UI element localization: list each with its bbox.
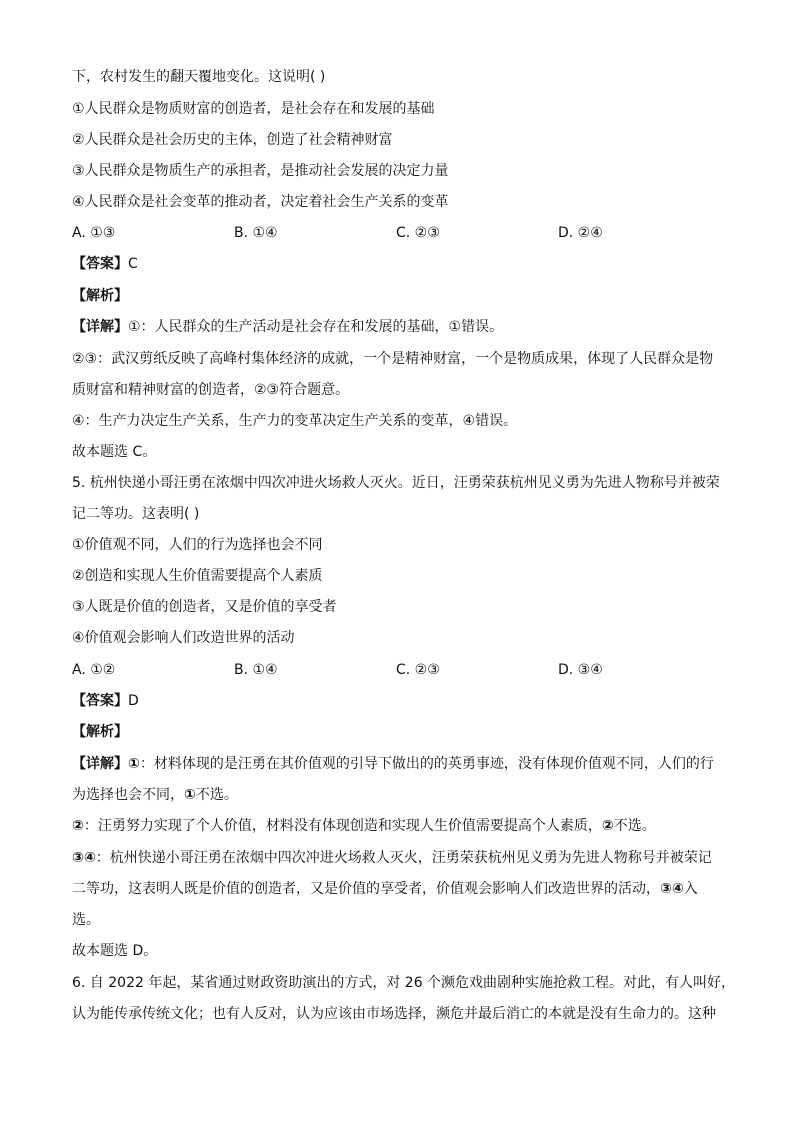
q5-statement-4: ④价值观会影响人们改造世界的活动 [72, 630, 295, 646]
q5-statement-1: ①价值观不同，人们的行为选择也会不同 [72, 537, 323, 553]
detail-tag: 【详解】 [72, 319, 128, 335]
q5-answer: D [128, 693, 139, 709]
q6-stem-a: 6. 自 2022 年起，某省通过财政资助演出的方式，对 26 个濒危戏曲剧种实施抢救工程。对此，有人叫好， [72, 975, 736, 991]
q5-detail-2: ②：汪勇努力实现了个人价值，材料没有体现创造和实现人生价值需要提高个人素质，②不选。 [72, 818, 656, 834]
q5-conclusion: 故本题选 D。 [72, 943, 158, 959]
q4-analysis-tag: 【解析】 [72, 288, 128, 304]
q5-option-d: D. ③④ [558, 662, 603, 678]
q4-answer-line [72, 255, 138, 273]
q5-option-b: B. ①④ [234, 662, 278, 678]
q6-stem-b: 认为能传承传统文化；也有人反对，认为应该由市场选择，濒危并最后消亡的本就是没有生命力的。这种 [72, 1006, 716, 1022]
q4-detail-3: ④：生产力决定生产关系，生产力的变革决定生产关系的变革，④错误。 [72, 413, 518, 429]
q5-analysis-tag: 【解析】 [72, 724, 128, 740]
q5-statement-2: ②创造和实现人生价值需要提高个人素质 [72, 568, 323, 584]
q4-statement-3: ③人民群众是物质生产的承担者，是推动社会发展的决定力量 [72, 163, 449, 179]
q5-stem-a: 5. 杭州快递小哥汪勇在浓烟中四次冲进火场救人灭火。近日，汪勇荣获杭州见义勇为先进人物称号并被荣 [72, 475, 720, 491]
q5-detail-3c: 选。 [72, 912, 100, 928]
q5-detail-3a: ③④：杭州快递小哥汪勇在浓烟中四次冲进火场救人灭火，汪勇荣获杭州见义勇为先进人物称号并被荣记 [72, 850, 712, 866]
q4-stem-end: 下，农村发生的翻天覆地变化。这说明( ) [72, 69, 326, 85]
q5-answer-line [72, 692, 139, 710]
answer-tag: 【答案】 [72, 256, 128, 272]
q5-statement-3: ③人既是价值的创造者，又是价值的享受者 [72, 599, 337, 615]
q5-stem-b: 记二等功。这表明( ) [72, 506, 200, 522]
q4-detail-2a: ②③：武汉剪纸反映了高峰村集体经济的成就，一个是精神财富，一个是物质成果，体现了人民群众是物 [72, 351, 714, 367]
q5-detail-1b: 为选择也会不同，①不选。 [72, 787, 238, 803]
q4-detail-1: 【详解】①：人民群众的生产活动是社会存在和发展的基础，①错误。 [72, 319, 504, 335]
q4-option-d: D. ②④ [558, 225, 603, 241]
q4-statement-4: ④人民群众是社会变革的推动者，决定着社会生产关系的变革 [72, 194, 449, 210]
q4-statement-1: ①人民群众是物质财富的创造者，是社会存在和发展的基础 [72, 101, 435, 117]
q4-answer: C [128, 256, 138, 272]
q5-detail-1a: 【详解】①：材料体现的是汪勇在其价值观的引导下做出的的英勇事迹，没有体现价值观不同，人们的行 [72, 756, 714, 772]
q4-statement-2: ②人民群众是社会历史的主体，创造了社会精神财富 [72, 132, 393, 148]
q4-option-b: B. ①④ [234, 225, 278, 241]
q5-option-c: C. ②③ [396, 662, 440, 678]
q4-detail-2b: 质财富和精神财富的创造者，②③符合题意。 [72, 382, 350, 398]
q5-detail-3b: 二等功，这表明人既是价值的创造者，又是价值的享受者，价值观会影响人们改造世界的活动，③④入 [72, 881, 698, 897]
q5-option-a: A. ①② [72, 662, 116, 678]
answer-tag: 【答案】 [72, 693, 128, 709]
q4-option-a: A. ①③ [72, 225, 116, 241]
detail-tag: 【详解】 [72, 756, 128, 772]
q4-conclusion: 故本题选 C。 [72, 444, 157, 460]
q4-option-c: C. ②③ [396, 225, 440, 241]
